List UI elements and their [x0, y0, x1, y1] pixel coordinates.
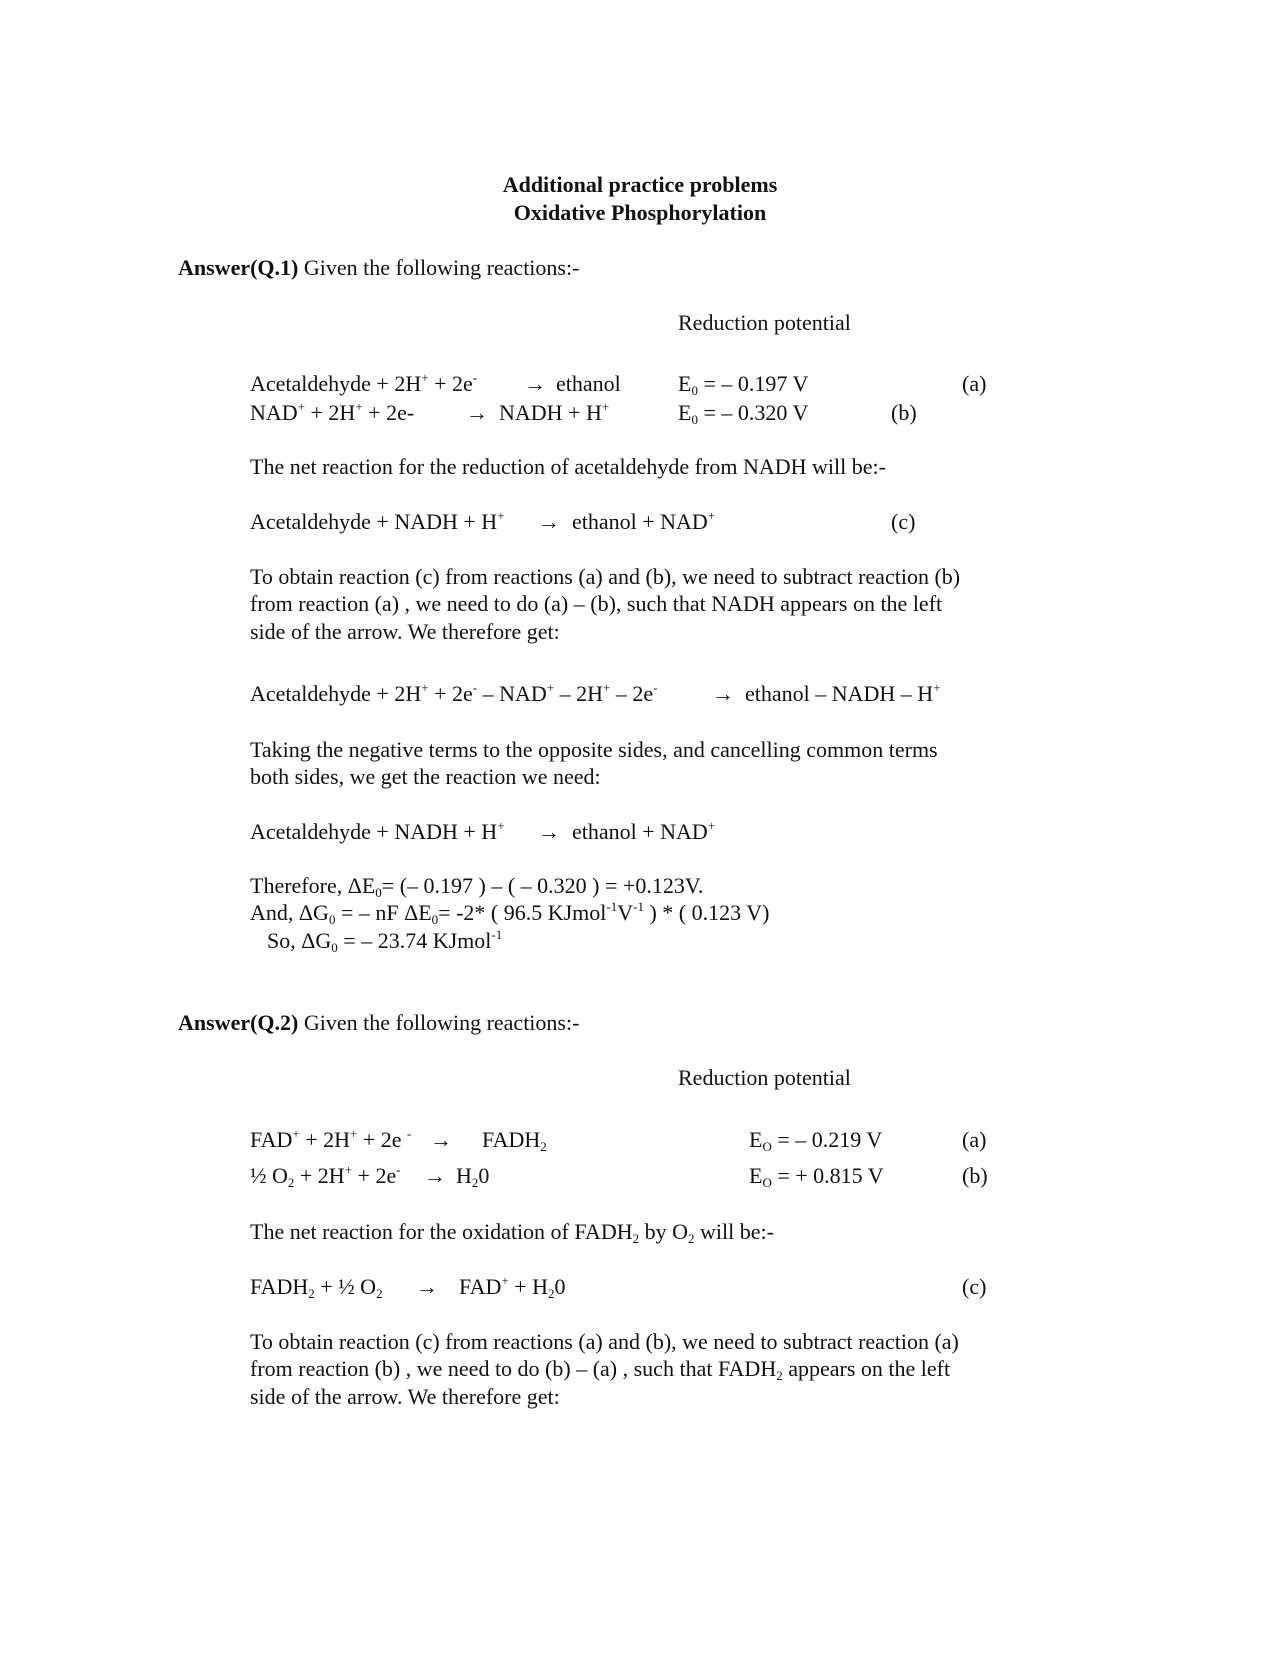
- q2-reaction-b-label: (b): [962, 1163, 988, 1188]
- arrow-icon: →: [416, 1274, 438, 1299]
- arrow-icon: →: [538, 509, 560, 534]
- q2-reduction-potential-header: Reduction potential: [678, 1065, 851, 1090]
- q1-intro: Given the following reactions:-: [298, 255, 580, 280]
- q1-reaction-b-right: NADH + H+: [499, 399, 610, 425]
- q1-reaction-a-potential: $E_0$ = – 0.197 V: [678, 371, 809, 398]
- document-title: Additional practice problems: [502, 172, 778, 197]
- q1-paragraph-line: from reaction (a) , we need to do (a) – (b), such that NADH appears on the left: [250, 591, 943, 616]
- q1-heading-line: [178, 255, 579, 281]
- q1-final-reaction-left: Acetaldehyde + NADH + H+: [250, 818, 505, 844]
- q2-reaction-a-right: $FADH_2$: [482, 1127, 547, 1154]
- q1-heading: Answer(Q.1): [178, 255, 299, 280]
- arrow-icon: →: [712, 681, 734, 706]
- arrow-icon: →: [538, 819, 560, 844]
- q2-reaction-a-left: FAD+ + 2H+ + 2e -: [250, 1126, 412, 1152]
- q1-net-reaction-text: The net reaction for the reduction of acetaldehyde from NADH will be:-: [250, 454, 886, 479]
- q1-reaction-c-left: Acetaldehyde + NADH + H+: [250, 508, 505, 534]
- q1-final-reaction-right: ethanol + NAD+: [572, 818, 716, 844]
- q2-reaction-a-potential: $E_O$ = – 0.219 V: [749, 1127, 883, 1154]
- q1-calc-delta-g: And, $\Delta G_0$ = – nF $\Delta E_0= -2*$ ( 96.5 $KJmol^{-1}V^{-1}$ ) * ( 0.123 V): [250, 899, 770, 927]
- q2-reaction-a-label: (a): [962, 1127, 987, 1152]
- arrow-icon: →: [466, 400, 488, 425]
- q2-heading: Answer(Q.2): [178, 1010, 299, 1035]
- q1-reaction-c-right: ethanol + NAD+: [572, 508, 716, 534]
- q1-reaction-b-label: (b): [891, 400, 917, 425]
- q2-reaction-b-potential: $E_O$ = + 0.815 V: [749, 1163, 884, 1190]
- q2-intro: Given the following reactions:-: [298, 1010, 580, 1035]
- q1-reaction-b-potential: $E_0$ = – 0.320 V: [678, 400, 809, 427]
- q1-reaction-a-right: ethanol: [556, 371, 621, 396]
- q1-reaction-b-left: NAD+ + 2H+ + 2e-: [250, 399, 415, 425]
- q1-paragraph-line: both sides, we get the reaction we need:: [250, 764, 601, 789]
- q2-reaction-c-left: $FADH_2$ + ½ $O_2$: [250, 1274, 383, 1301]
- q1-reaction-a-label: (a): [962, 371, 987, 396]
- q1-reaction-c-label: (c): [891, 509, 916, 534]
- q2-net-reaction-text: The net reaction for the oxidation of $FADH_2$ by $O_2$ will be:-: [250, 1219, 774, 1246]
- q2-paragraph-line: To obtain reaction (c) from reactions (a) and (b), we need to subtract reaction (a): [250, 1329, 959, 1354]
- q1-subtraction-equation-left: Acetaldehyde + 2H+ + 2e- – NAD+ – 2H+ – 2e-: [250, 680, 658, 706]
- q2-heading-line: [178, 1010, 579, 1036]
- q1-subtraction-equation-right: ethanol – NADH – H+: [745, 680, 941, 706]
- document-subtitle: Oxidative Phosphorylation: [513, 200, 767, 225]
- q2-reaction-c-right: $FAD^+ + H_20$: [459, 1273, 566, 1301]
- arrow-icon: →: [524, 371, 546, 396]
- q1-calc-result: So, $\Delta G_0$ = – 23.74 KJmol$^{-1}$: [267, 927, 503, 955]
- q2-paragraph-line: from reaction (b) , we need to do (b) – (a) , such that $FADH_2$ appears on the left: [250, 1356, 951, 1383]
- q2-reaction-b-right: $H_20$: [456, 1163, 490, 1190]
- q2-reaction-b-left: ½ $O_2 + 2H^+ + 2e^-$: [250, 1162, 401, 1190]
- q1-paragraph-line: side of the arrow. We therefore get:: [250, 619, 560, 644]
- q1-paragraph-line: To obtain reaction (c) from reactions (a) and (b), we need to subtract reaction (b): [250, 564, 961, 589]
- q2-paragraph-line: side of the arrow. We therefore get:: [250, 1384, 560, 1409]
- q1-reaction-a-left: Acetaldehyde + 2H+ + 2e-: [250, 370, 478, 396]
- q1-reduction-potential-header: Reduction potential: [678, 310, 851, 335]
- arrow-icon: →: [424, 1163, 446, 1188]
- q2-reaction-c-label: (c): [962, 1274, 987, 1299]
- q1-paragraph-line: Taking the negative terms to the opposite sides, and cancelling common terms: [250, 737, 938, 762]
- q1-calc-delta-e: Therefore, $\Delta E_0=$ (– 0.197 ) – ( – 0.320 ) = +0.123V.: [250, 873, 704, 900]
- arrow-icon: →: [430, 1127, 452, 1152]
